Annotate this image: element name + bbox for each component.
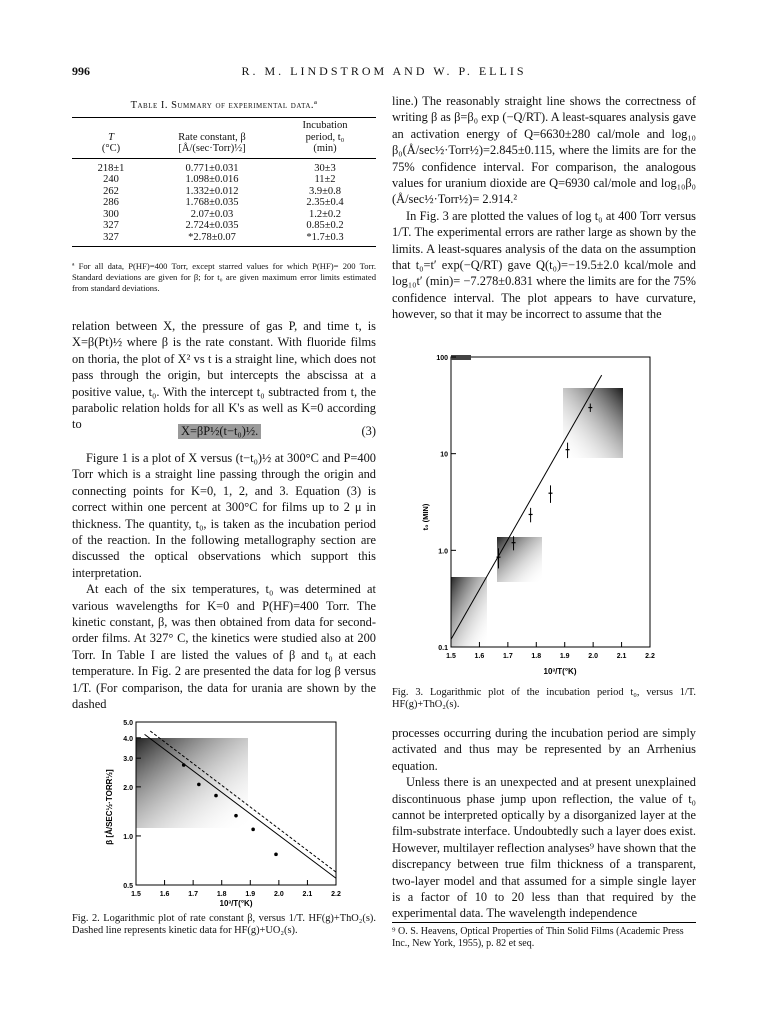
y-axis-label: t₀ (MIN) [421, 503, 430, 531]
col-header-rate [150, 118, 274, 159]
scan-shading [497, 537, 542, 582]
equation-3 [72, 424, 376, 442]
x-axis-label: 10³/T(°K) [219, 899, 253, 908]
cell-t: 327 [103, 220, 119, 231]
cell-t0: 0.85±0.2 [306, 220, 344, 231]
paragraph: line.) The reasonably straight line shows the correctness of writing β as β=β₀ exp (−Q/RT). A least-squares analysis gave an activation energy of Q=6630±280 cal/mole and log₁₀ β₀(Å/sec½·Torr½)=2.845±0.115, where the limits are for the 75% confidence interval. For comparison, the analogous values for uranium dioxide are Q=6930 cal/mole and log₁₀β₀ (Å/sec½·Torr½)= 2.914.² [392, 94, 696, 207]
cell-t: 218±1 [97, 162, 125, 174]
table-caption-text: Table I. Summary of experimental data.ª [130, 100, 318, 111]
x-tick-label: 1.5 [131, 891, 141, 898]
scan-shading [136, 738, 248, 828]
x-tick-label: 2.0 [588, 653, 599, 660]
y-axis-label: β [Å/SEC½·TORR½] [105, 769, 114, 845]
cell-beta: 2.724±0.035 [185, 220, 239, 231]
x-tick-label: 1.9 [245, 891, 256, 898]
x-tick-label: 1.5 [446, 653, 456, 660]
page-number: 996 [72, 64, 90, 78]
table-header-row [72, 118, 376, 159]
col-header-rate-unit: [Å/(sec·Torr)½] [178, 143, 246, 154]
table-caption [72, 100, 376, 111]
figure-3-chart [420, 352, 690, 682]
cell-beta: *2.78±0.07 [150, 232, 274, 247]
cell-t0: *1.7±0.3 [274, 232, 376, 247]
col-header-t: T [108, 131, 114, 143]
paragraph: In Fig. 3 are plotted the values of log t₀ at 400 Torr versus 1/T. The experimental errors are rather large as shown by the limits. A least-squares analysis of the data on the assumption that t₀=t′ exp(−Q/RT) gave Q(t₀)=−19.5±2.0 kcal/mole and log₁₀t′ (min)= −7.278±0.831 where the limits are for the 75% confidence interval. The plot appears to have curvature, however, so that it may be incorrect to assume that the [392, 208, 696, 322]
cell-t0: 3.9±0.8 [308, 185, 341, 197]
figure-2-chart [100, 712, 360, 912]
cell-t0: 2.35±0.4 [306, 197, 344, 208]
cell-t0: 1.2±0.2 [308, 208, 341, 220]
x-tick-label: 2.0 [273, 891, 284, 898]
y-tick-label: 3.0 [123, 756, 133, 764]
equation-text: X=βP½(t−t₀)½. [178, 424, 261, 439]
y-tick-label: 2.0 [123, 784, 133, 792]
left-column-text-bottom [72, 450, 376, 713]
table-row [72, 209, 376, 221]
y-tick-label: 100 [436, 355, 448, 362]
paragraph: At each of the six temperatures, t₀ was determined at various wavelengths for K=0 and P(HF)=400 Torr. The kinetic constant, β, was then obtained from data for second-order films. At 327° C, the kinetics were studied also at 200 Torr. In Table I are listed the values of β and t₀ at each temperature. In Fig. 2 are presented the data for log β versus 1/T. (For comparison, the data for urania are shown by the dashed [72, 582, 376, 712]
figure-3-caption: Fig. 3. Logarithmic plot of the incubation period t₀, versus 1/T. HF(g)+ThO₂(s). [392, 687, 696, 710]
col-header-inc-1: Incubation [302, 120, 348, 131]
x-tick-label: 1.7 [188, 891, 199, 898]
cell-beta: 1.098±0.016 [185, 174, 239, 185]
col-header-inc-3: (min) [313, 143, 337, 154]
table-row [72, 174, 376, 186]
cell-t: 327 [72, 232, 150, 247]
data-point [182, 763, 186, 767]
x-tick-label: 2.1 [302, 891, 313, 898]
paragraph: processes occurring during the incubation period are simply activated and thus may be represented by an Arrhenius equation. [392, 726, 696, 773]
table-row [72, 186, 376, 198]
cell-t: 240 [103, 174, 119, 185]
right-column-text-top [392, 93, 696, 323]
x-tick-label: 1.9 [559, 653, 570, 660]
cell-t0: 11±2 [314, 174, 336, 185]
cell-beta: 0.771±0.031 [185, 162, 239, 174]
table-row [72, 158, 376, 174]
y-tick-label: 10 [440, 451, 448, 459]
paragraph: Figure 1 is a plot of X versus (t−t₀)½ at 300°C and P=400 Torr which is a straight line passing through the origin and connecting points for K=0, 1, 2, and 3. Equation (3) is correct within one percent at 300°C for films up to 2 μ in thickness. The quantity, t₀, is taken as the incubation period of the reaction. In the following metallography section are discussed the optical observations which support this interpretation. [72, 451, 376, 580]
y-tick-label: 0.5 [123, 883, 133, 890]
cell-t: 286 [103, 197, 119, 208]
table-row [72, 232, 376, 247]
data-point [274, 853, 278, 857]
table-row [72, 220, 376, 232]
x-tick-label: 1.8 [531, 653, 542, 660]
cell-beta: 1.768±0.035 [185, 197, 239, 208]
left-column-text-top [72, 318, 376, 433]
cell-beta: 2.07±0.03 [190, 208, 234, 220]
y-tick-label: 5.0 [123, 720, 133, 727]
col-header-rate-name: Rate constant, β [178, 131, 246, 143]
paragraph: Unless there is an unexpected and at present unexplained discontinuous phase jump upon reflection, the value of t₀ cannot be interpreted optically by a disorganized layer at the film-substrate interface. Undoubtedly such a layer does exist. However, multilayer reflection analyses⁹ have shown that the discrepancy between true film thickness of a transparent, two-layer model and that assumed for a simple single layer is a factor of 10 to 20 less than that required by the experimental data. The wavelength independence [392, 775, 696, 921]
right-column-text-bottom [392, 725, 696, 922]
y-tick-label: 4.0 [123, 735, 133, 743]
x-tick-label: 2.2 [645, 653, 655, 660]
data-point [214, 794, 218, 798]
data-point [251, 828, 255, 832]
x-tick-label: 2.2 [331, 891, 341, 898]
paragraph: relation between X, the pressure of gas P, and time t, is X=β(Pt)½ where β is the rate constant. With fluoride films on thoria, the plot of X² vs t is a straight line, which does not pass through the origin, but intercepts the abscissa at a positive value, t₀. With the intercept t₀ subtracted from t, the parabolic relation holds for all K's as well as K=0 according to [72, 319, 376, 432]
table-footnote: ª For all data, P(HF)=400 Torr, except starred values for which P(HF)= 200 Torr. Standard deviations are given for β; for t₀ are given maximum error limits estimated from standard deviations. [72, 261, 376, 293]
data-point [197, 783, 201, 787]
running-head: R. M. LINDSTROM AND W. P. ELLIS [241, 64, 527, 78]
col-header-temperature [72, 118, 150, 159]
table-row [72, 197, 376, 209]
col-header-t-unit: (°C) [101, 143, 121, 154]
data-table [72, 117, 376, 247]
x-axis-label: 10³/T(°K) [543, 667, 577, 676]
figure-2-caption: Fig. 2. Logarithmic plot of rate constant β, versus 1/T. HF(g)+ThO₂(s). Dashed line represents kinetic data for HF(g)+UO₂(s). [72, 913, 376, 936]
equation-number: (3) [361, 424, 376, 438]
scan-shading [451, 577, 487, 647]
scan-shading [563, 388, 623, 458]
x-tick-label: 1.8 [216, 891, 227, 898]
data-point [234, 814, 238, 818]
footnote: ⁹ O. S. Heavens, Optical Properties of Thin Solid Films (Academic Press Inc., New York, 1955), p. 82 et seq. [392, 922, 696, 950]
cell-t: 300 [103, 208, 119, 220]
cell-t: 262 [103, 185, 119, 197]
x-tick-label: 1.7 [502, 653, 513, 660]
cell-t0: 30±3 [314, 162, 336, 174]
x-tick-label: 2.1 [616, 653, 627, 660]
y-tick-label: 1.0 [438, 548, 448, 556]
y-tick-label: 0.1 [438, 645, 448, 652]
cell-beta: 1.332±0.012 [185, 185, 239, 197]
fit-line [451, 375, 602, 639]
x-tick-label: 1.6 [474, 653, 485, 660]
y-tick-label: 1.0 [123, 833, 133, 841]
x-tick-label: 1.6 [159, 891, 170, 898]
col-header-inc-2: period, t₀ [305, 131, 345, 143]
col-header-incubation [274, 118, 376, 159]
